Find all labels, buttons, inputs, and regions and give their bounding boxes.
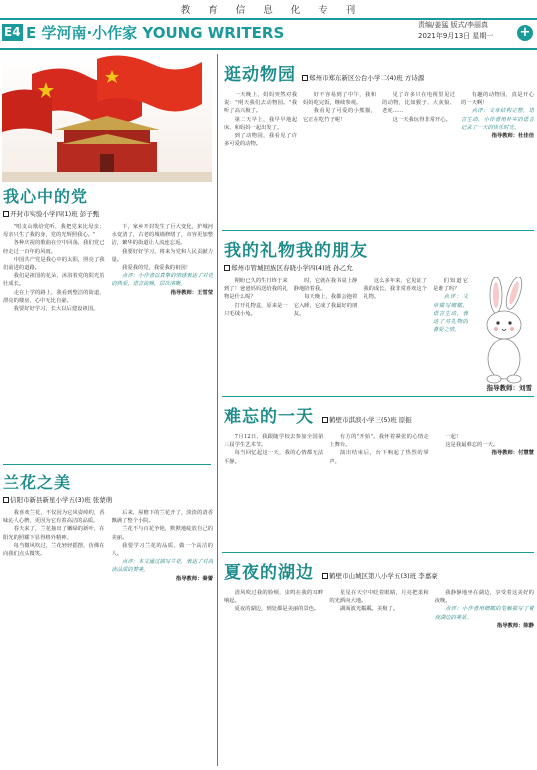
- paragraph: 春天来了，兰花抽出了嫩绿的新叶，在阳光的照耀下显得格外精神。: [3, 526, 105, 541]
- article-byline: 信阳市新县新星小学五(3)班 张蒙萌: [3, 495, 213, 504]
- article-column: [224, 91, 297, 228]
- teacher-comment: 点评：文章结构完整，语言生动，小作者用朴实的语言记录了一天的快乐时光。: [461, 108, 534, 131]
- divider: [222, 396, 534, 397]
- article-column: [112, 223, 214, 454]
- paragraph: 一天晚上，妈妈突然对我说："明天我们去动物园。"我听了高兴极了。: [224, 92, 297, 115]
- paragraph: 见了许多只在电视里见过的动物，比如猴子、大灰狼、老虎……: [382, 92, 455, 115]
- paragraph: 夏夜的湖边，到处都是美丽的景色。: [234, 606, 320, 613]
- paragraph: 我要好好学习，将来为党和人民贡献力量。: [111, 248, 213, 263]
- article-wo-xin-zhong-de-dang: [3, 184, 213, 454]
- paragraph: 期盼已久的生日终于来到了！爸爸妈妈送给我的礼物是什么呢？: [224, 278, 288, 301]
- page-title: E 学河南·小作家 YOUNG WRITERS: [26, 24, 285, 42]
- article-title: 夏夜的湖边: [224, 563, 314, 583]
- article-column: [303, 91, 376, 228]
- teacher-credit: 指导教师：刘雪: [486, 384, 532, 392]
- paragraph: "唱支山歌给党听，我把党来比母亲；母亲只生了我的身，党的光辉照我心。": [3, 224, 105, 239]
- article-byline: 开封市实验小学四(1)班 彭子甄: [3, 209, 213, 218]
- article-nan-wang-de-yi-tian: [224, 402, 534, 550]
- paragraph: 时，它就在我书桌上静静地陪着我。: [293, 278, 358, 293]
- article-title: 兰花之美: [3, 473, 72, 492]
- article-title: 逛动物园: [224, 65, 296, 85]
- band-char: 专: [318, 5, 329, 16]
- article-column: [294, 277, 358, 394]
- article-byline: 郑州市郑东新区公台小学二(4)班 方诗源: [302, 73, 424, 82]
- band-char: 教: [180, 5, 192, 16]
- paragraph: 这是我最难忘的一天。: [445, 442, 499, 449]
- paragraph: 我要好好学习，长大以后建设祖国。: [13, 306, 99, 313]
- band-char: 育: [208, 5, 219, 16]
- paragraph: 后来，屋檐下的兰花开了，淡淡的清香飘满了整个小院。: [111, 510, 213, 525]
- editor-credit: 责编/姜猛 版式/李丽真: [418, 21, 488, 29]
- teacher-comment: 点评：小作者用细腻的笔触描写了夏夜湖边的美景。: [434, 606, 534, 621]
- paragraph: 走在上学的路上，我看到整洁的街道、漂亮的楼房，心中无比自豪。: [3, 289, 105, 304]
- article-wo-de-li-wu: [224, 236, 534, 394]
- paragraph: 第二天早上，我早早地起床，和妈妈一起出发了。: [224, 116, 297, 131]
- paragraph: 好不容易到了中午，我和妈妈吃完饭，继续参观。: [303, 92, 376, 107]
- paragraph: 我们是祖国的花朵，沐浴着党的阳光茁壮成长。: [3, 273, 105, 288]
- article-title: 我的礼物我的朋友: [224, 241, 368, 261]
- article-column: [224, 277, 288, 394]
- issue-date: 2021年9月13日 星期一: [418, 32, 494, 40]
- article-xia-ye-de-hu-bian: [224, 558, 534, 768]
- article-column: [433, 277, 468, 394]
- paragraph: 我静静地坐在湖边，享受着这美好的夜晚。: [434, 590, 534, 605]
- band-char: 化: [290, 5, 302, 16]
- teacher-credit: 指导教师：秦蕾: [175, 575, 213, 582]
- paragraph: 演出结束后，台下响起了热烈的掌声。: [329, 450, 429, 465]
- article-byline: 鹤壁市山城区第八小学五(3)班 李嘉豪: [322, 571, 438, 580]
- article-column: [3, 223, 105, 454]
- article-column: [461, 91, 534, 228]
- teacher-credit: 指导教师：付慧慧: [491, 450, 534, 457]
- article-column: [435, 433, 534, 550]
- article-column: [329, 589, 428, 768]
- paragraph: 每当微风吹过，兰花轻轻摇摆，仿佛在向我们点头微笑。: [3, 542, 105, 558]
- band-char: 息: [263, 5, 274, 16]
- divider: [222, 230, 534, 231]
- plus-icon: +: [517, 25, 533, 41]
- band-char: 信: [235, 5, 247, 16]
- top-band: [0, 0, 537, 18]
- rabbit-illustration: [474, 277, 534, 394]
- paragraph: 7月12日，我跟随学校去参加全国第三届学生艺术节。: [224, 434, 324, 449]
- teacher-comment: 点评：小作者以真挚的情感表达了对党的热爱，语言流畅，层次清晰。: [111, 273, 213, 288]
- paragraph: 湖面波光粼粼，美极了。: [339, 606, 399, 613]
- article-column: [224, 589, 323, 768]
- article-guang-dong-wu-yuan: [224, 60, 534, 228]
- paragraph: 每当回忆起这一天，我的心情都无法平静。: [224, 450, 324, 465]
- paragraph: 我喜欢兰花，不仅因为它风姿绰约，香味沁人心脾，更因为它有着高洁的品质。: [3, 510, 105, 525]
- article-byline: 鹤壁市淇滨小学三(5)班 原振: [322, 415, 412, 424]
- paragraph: 打开礼物盒，原来是一只毛绒小兔。: [224, 302, 288, 317]
- tiananmen-flag-illustration: [2, 54, 212, 182]
- paragraph: 星星在天空中眨着眼睛，月亮把柔和的光洒向大地。: [329, 590, 429, 605]
- paragraph: 中国共产党是我心中的太阳，照亮了我们前进的道路。: [3, 256, 105, 272]
- divider: [222, 552, 534, 553]
- band-char: 刊: [345, 5, 357, 16]
- teacher-comment: 点评：文章描写细腻，语言生动，表达了对礼物的喜爱之情。: [432, 294, 468, 334]
- teacher-credit: 指导教师：王雪莹: [170, 289, 213, 296]
- paragraph: 我看见了可爱的小熊猫，它正在吃竹子呢！: [303, 108, 376, 123]
- teacher-credit: 指导教师：杜佳佳: [491, 133, 534, 140]
- article-column: [363, 277, 427, 394]
- paragraph: 各种庆祝的歌曲在空中回荡，我们党已经走过一百年的风雨。: [3, 240, 105, 255]
- article-title: 我心中的党: [3, 187, 89, 206]
- article-lan-hua-zhi-mei: [3, 470, 213, 768]
- paragraph: 每天晚上，我都会抱着它入睡，它成了我最好的朋友。: [293, 294, 358, 317]
- paragraph: 这么多年来，它见证了我的成长，我非常喜欢这个礼物。: [363, 278, 427, 301]
- article-title: 难忘的一天: [224, 407, 314, 427]
- teacher-credit: 指导教师：陈静: [496, 622, 534, 629]
- paragraph: 这一天我玩得非常开心。: [392, 116, 451, 123]
- article-column: [329, 433, 428, 550]
- article-column: [435, 589, 534, 768]
- column-divider: [217, 54, 218, 766]
- paragraph: 清风吹过我的脸颊，虫鸣在我的耳畔响起。: [224, 590, 324, 605]
- paragraph: 有方的"开始"。我怀着紧张的心情走上舞台。: [329, 434, 429, 449]
- paragraph: 一起！: [445, 434, 462, 440]
- paragraph: 有趣的动物园，真是开心的一天啊！: [461, 92, 534, 107]
- paragraph: 兰花不与百花争艳，默默地绽放自己的美丽。: [111, 526, 213, 541]
- article-column: [112, 509, 214, 768]
- paragraph: 到了动物园，我看见了许多可爱的动物。: [224, 133, 297, 148]
- paragraph: 我要学习兰花的品质，做一个高洁的人。: [111, 542, 213, 558]
- divider: [3, 464, 211, 465]
- article-byline: 郑州市管城回族区春晓小学四(4)班 孙乙允: [224, 263, 534, 272]
- paragraph: 们知道它是谁了吗？: [432, 278, 468, 293]
- article-column: [224, 433, 323, 550]
- edition-tag: E4: [4, 25, 21, 39]
- article-column: [382, 91, 455, 228]
- paragraph: 我爱我的党，我爱我的祖国！: [122, 265, 191, 272]
- teacher-comment: 点评：本文通过描写兰花，表达了对高洁品质的赞美。: [111, 559, 213, 574]
- article-column: [3, 509, 105, 768]
- paragraph: 下，家乡开封发生了巨大变化，护城河水变清了，古老的城墙修缮了，市容更加整洁，繁华的街道让人流连忘返。: [111, 224, 213, 247]
